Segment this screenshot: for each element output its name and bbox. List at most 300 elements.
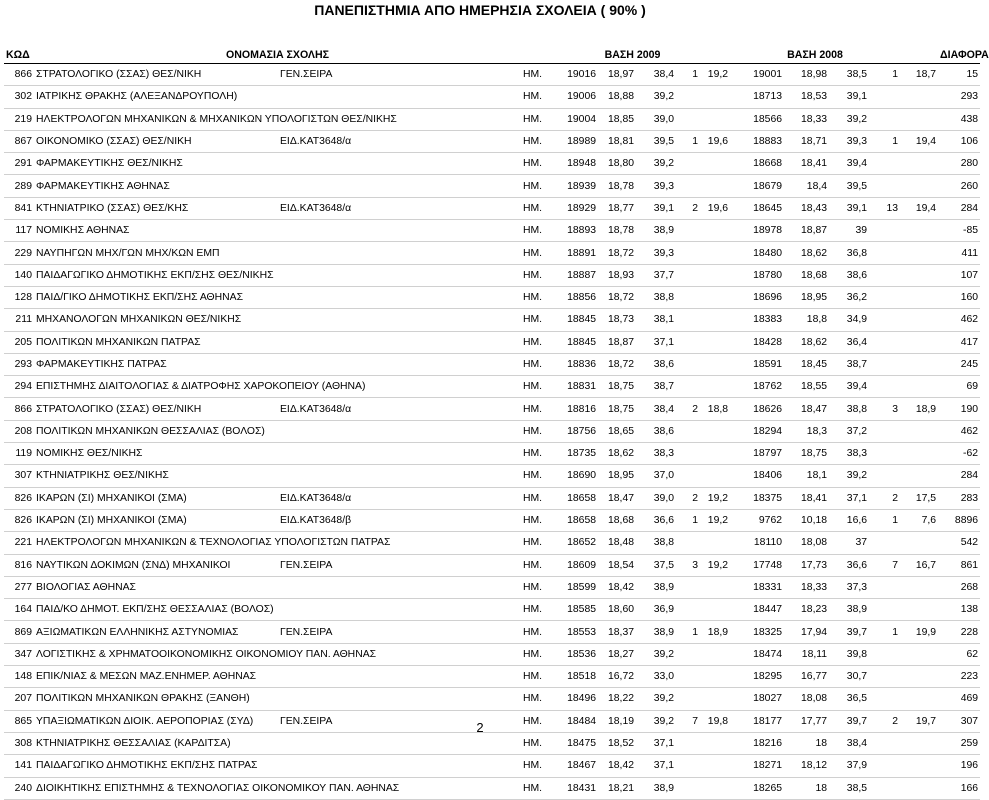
row-score-2008: 18480 bbox=[730, 242, 784, 264]
row-avg-2009: 18,72 bbox=[598, 353, 636, 375]
table-row bbox=[4, 309, 980, 331]
row-e-2009 bbox=[700, 353, 730, 375]
row-avg-2009: 18,42 bbox=[598, 576, 636, 598]
row-e-2009: 19,2 bbox=[700, 64, 730, 86]
row-score-2009: 18553 bbox=[565, 621, 598, 643]
row-d-2009 bbox=[676, 242, 700, 264]
row-score-2009: 18891 bbox=[565, 242, 598, 264]
row-code: 866 bbox=[4, 64, 34, 86]
row-score-2008: 18668 bbox=[730, 153, 784, 175]
row-diff: 107 bbox=[938, 264, 980, 286]
row-e-2009: 19,6 bbox=[700, 197, 730, 219]
row-type: ΗΜ. bbox=[521, 197, 565, 219]
row-type: ΗΜ. bbox=[521, 443, 565, 465]
row-category bbox=[278, 86, 521, 108]
row-c-2008: 37,9 bbox=[829, 755, 869, 777]
row-avg-2009: 18,42 bbox=[598, 755, 636, 777]
row-c-2009: 39,0 bbox=[636, 108, 676, 130]
row-name: ΗΛΕΚΤΡΟΛΟΓΩΝ ΜΗΧΑΝΙΚΩΝ & ΜΗΧΑΝΙΚΩΝ ΥΠΟΛΟΓΙΣΤΩΝ ΘΕΣ/ΝΙΚΗΣ bbox=[34, 108, 278, 130]
row-avg-2009: 18,22 bbox=[598, 688, 636, 710]
row-score-2009: 18929 bbox=[565, 197, 598, 219]
row-score-2009: 18658 bbox=[565, 509, 598, 531]
row-d-2009 bbox=[676, 688, 700, 710]
row-name: ΠΟΛΙΤΙΚΩΝ ΜΗΧΑΝΙΚΩΝ ΠΑΤΡΑΣ bbox=[34, 331, 278, 353]
row-code: 294 bbox=[4, 376, 34, 398]
table-row bbox=[4, 688, 980, 710]
row-e-2008: 19,4 bbox=[900, 197, 938, 219]
row-score-2009: 18836 bbox=[565, 353, 598, 375]
row-diff: 69 bbox=[938, 376, 980, 398]
row-e-2008: 17,5 bbox=[900, 487, 938, 509]
page-title: ΠΑΝΕΠΙΣΤΗΜΙΑ ΑΠΟ ΗΜΕΡΗΣΙΑ ΣΧΟΛΕΙΑ ( 90% ) bbox=[314, 2, 646, 18]
row-score-2009: 18585 bbox=[565, 599, 598, 621]
row-type: ΗΜ. bbox=[521, 376, 565, 398]
row-score-2008: 18797 bbox=[730, 443, 784, 465]
table-row bbox=[4, 732, 980, 754]
row-e-2008 bbox=[900, 688, 938, 710]
row-score-2008: 18566 bbox=[730, 108, 784, 130]
row-code: 128 bbox=[4, 286, 34, 308]
row-type: ΗΜ. bbox=[521, 220, 565, 242]
row-d-2009: 3 bbox=[676, 554, 700, 576]
row-type: ΗΜ. bbox=[521, 554, 565, 576]
row-e-2008 bbox=[900, 309, 938, 331]
row-category: ΓΕΝ.ΣΕΙΡΑ bbox=[278, 554, 521, 576]
row-avg-2008: 18,1 bbox=[784, 465, 829, 487]
row-c-2008: 38,4 bbox=[829, 732, 869, 754]
row-diff: 542 bbox=[938, 532, 980, 554]
row-avg-2009: 18,68 bbox=[598, 509, 636, 531]
row-name: ΠΑΙΔ/ΚΟ ΔΗΜΟΤ. ΕΚΠ/ΣΗΣ ΘΕΣΣΑΛΙΑΣ (ΒΟΛΟΣ) bbox=[34, 599, 278, 621]
row-avg-2009: 18,85 bbox=[598, 108, 636, 130]
row-c-2009: 38,7 bbox=[636, 376, 676, 398]
row-score-2009: 18652 bbox=[565, 532, 598, 554]
row-type: ΗΜ. bbox=[521, 755, 565, 777]
row-c-2008: 39 bbox=[829, 220, 869, 242]
row-c-2009: 39,3 bbox=[636, 175, 676, 197]
row-avg-2008: 18,43 bbox=[784, 197, 829, 219]
row-e-2008 bbox=[900, 220, 938, 242]
row-c-2009: 38,4 bbox=[636, 64, 676, 86]
row-name: ΝΑΥΠΗΓΩΝ ΜΗΧ/ΓΩΝ ΜΗΧ/ΚΩΝ ΕΜΠ bbox=[34, 242, 278, 264]
row-score-2008: 18696 bbox=[730, 286, 784, 308]
row-code: 826 bbox=[4, 487, 34, 509]
row-type: ΗΜ. bbox=[521, 643, 565, 665]
row-avg-2009: 18,73 bbox=[598, 309, 636, 331]
row-d-2009: 2 bbox=[676, 197, 700, 219]
table-row bbox=[4, 108, 980, 130]
table-row bbox=[4, 576, 980, 598]
row-diff: 438 bbox=[938, 108, 980, 130]
row-score-2009: 18856 bbox=[565, 286, 598, 308]
row-score-2009: 18816 bbox=[565, 398, 598, 420]
row-type: ΗΜ. bbox=[521, 242, 565, 264]
row-score-2008: 18325 bbox=[730, 621, 784, 643]
row-c-2008: 37,2 bbox=[829, 420, 869, 442]
row-avg-2008: 18,12 bbox=[784, 755, 829, 777]
row-d-2008 bbox=[869, 242, 900, 264]
row-d-2009 bbox=[676, 777, 700, 799]
row-category: ΕΙΔ.ΚΑΤ3648/α bbox=[278, 487, 521, 509]
row-d-2008 bbox=[869, 220, 900, 242]
row-c-2009: 38,1 bbox=[636, 309, 676, 331]
row-score-2008: 9762 bbox=[730, 509, 784, 531]
row-e-2009 bbox=[700, 576, 730, 598]
row-avg-2008: 18,8 bbox=[784, 309, 829, 331]
row-diff: 293 bbox=[938, 86, 980, 108]
row-name: ΝΑΥΤΙΚΩΝ ΔΟΚΙΜΩΝ (ΣΝΔ) ΜΗΧΑΝΙΚΟΙ bbox=[34, 554, 278, 576]
row-e-2009 bbox=[700, 755, 730, 777]
row-e-2008: 19,4 bbox=[900, 130, 938, 152]
row-score-2009: 18735 bbox=[565, 443, 598, 465]
row-c-2009: 36,9 bbox=[636, 599, 676, 621]
row-avg-2008: 18 bbox=[784, 732, 829, 754]
row-d-2008 bbox=[869, 443, 900, 465]
row-e-2008: 18,7 bbox=[900, 64, 938, 86]
row-d-2009 bbox=[676, 175, 700, 197]
row-name: ΝΟΜΙΚΗΣ ΑΘΗΝΑΣ bbox=[34, 220, 278, 242]
row-code: 841 bbox=[4, 197, 34, 219]
row-c-2008: 38,7 bbox=[829, 353, 869, 375]
row-e-2008 bbox=[900, 532, 938, 554]
table-row bbox=[4, 777, 980, 799]
row-category bbox=[278, 309, 521, 331]
row-diff: 268 bbox=[938, 576, 980, 598]
row-e-2009 bbox=[700, 599, 730, 621]
row-d-2008 bbox=[869, 153, 900, 175]
row-type: ΗΜ. bbox=[521, 331, 565, 353]
row-category bbox=[278, 443, 521, 465]
row-avg-2009: 18,75 bbox=[598, 398, 636, 420]
row-score-2008: 18679 bbox=[730, 175, 784, 197]
row-category: ΓΕΝ.ΣΕΙΡΑ bbox=[278, 621, 521, 643]
table-row bbox=[4, 197, 980, 219]
row-avg-2008: 18,41 bbox=[784, 153, 829, 175]
row-score-2008: 18645 bbox=[730, 197, 784, 219]
row-type: ΗΜ. bbox=[521, 710, 565, 732]
row-d-2008 bbox=[869, 599, 900, 621]
row-e-2008 bbox=[900, 175, 938, 197]
row-d-2009 bbox=[676, 666, 700, 688]
row-c-2008: 38,3 bbox=[829, 443, 869, 465]
table-row bbox=[4, 331, 980, 353]
row-avg-2009: 18,75 bbox=[598, 376, 636, 398]
table-row bbox=[4, 286, 980, 308]
row-d-2008 bbox=[869, 643, 900, 665]
row-avg-2008: 18,3 bbox=[784, 420, 829, 442]
row-name: ΠΟΛΙΤΙΚΩΝ ΜΗΧΑΝΙΚΩΝ ΘΕΣΣΑΛΙΑΣ (ΒΟΛΟΣ) bbox=[34, 420, 278, 442]
row-d-2008 bbox=[869, 532, 900, 554]
row-category bbox=[278, 465, 521, 487]
row-e-2009 bbox=[700, 777, 730, 799]
row-type: ΗΜ. bbox=[521, 153, 565, 175]
row-d-2009: 1 bbox=[676, 130, 700, 152]
row-category bbox=[278, 153, 521, 175]
row-diff: 223 bbox=[938, 666, 980, 688]
row-e-2008 bbox=[900, 264, 938, 286]
row-name: ΟΙΚΟΝΟΜΙΚΟ (ΣΣΑΣ) ΘΕΣ/ΝΙΚΗ bbox=[34, 130, 278, 152]
row-d-2009: 7 bbox=[676, 710, 700, 732]
row-code: 240 bbox=[4, 777, 34, 799]
row-avg-2009: 18,78 bbox=[598, 220, 636, 242]
row-avg-2009: 18,80 bbox=[598, 153, 636, 175]
row-avg-2008: 18,55 bbox=[784, 376, 829, 398]
table-row bbox=[4, 554, 980, 576]
row-avg-2008: 18,62 bbox=[784, 242, 829, 264]
row-code: 866 bbox=[4, 398, 34, 420]
row-e-2009 bbox=[700, 175, 730, 197]
row-c-2009: 39,1 bbox=[636, 197, 676, 219]
row-c-2009: 38,6 bbox=[636, 420, 676, 442]
row-score-2008: 18177 bbox=[730, 710, 784, 732]
row-score-2008: 18428 bbox=[730, 331, 784, 353]
row-name: ΚΤΗΝΙΑΤΡΙΚΗΣ ΘΕΣ/ΝΙΚΗΣ bbox=[34, 465, 278, 487]
row-type: ΗΜ. bbox=[521, 130, 565, 152]
row-d-2008 bbox=[869, 86, 900, 108]
row-e-2009 bbox=[700, 643, 730, 665]
row-diff: 166 bbox=[938, 777, 980, 799]
row-d-2008 bbox=[869, 264, 900, 286]
row-diff: -85 bbox=[938, 220, 980, 242]
row-c-2008: 30,7 bbox=[829, 666, 869, 688]
row-e-2009 bbox=[700, 732, 730, 754]
row-d-2009 bbox=[676, 599, 700, 621]
row-e-2008 bbox=[900, 755, 938, 777]
row-avg-2008: 18,75 bbox=[784, 443, 829, 465]
row-avg-2009: 18,21 bbox=[598, 777, 636, 799]
row-c-2009: 33,0 bbox=[636, 666, 676, 688]
table-row bbox=[4, 420, 980, 442]
row-c-2009: 37,7 bbox=[636, 264, 676, 286]
row-score-2008: 18591 bbox=[730, 353, 784, 375]
row-type: ΗΜ. bbox=[521, 599, 565, 621]
row-avg-2008: 18,98 bbox=[784, 64, 829, 86]
row-e-2009 bbox=[700, 108, 730, 130]
row-e-2008 bbox=[900, 465, 938, 487]
row-d-2009 bbox=[676, 376, 700, 398]
row-type: ΗΜ. bbox=[521, 398, 565, 420]
row-e-2009 bbox=[700, 309, 730, 331]
row-category bbox=[278, 175, 521, 197]
row-category bbox=[278, 420, 521, 442]
row-diff: 260 bbox=[938, 175, 980, 197]
row-d-2008: 13 bbox=[869, 197, 900, 219]
row-c-2009: 39,2 bbox=[636, 710, 676, 732]
row-e-2009 bbox=[700, 532, 730, 554]
row-score-2008: 18295 bbox=[730, 666, 784, 688]
row-score-2008: 18978 bbox=[730, 220, 784, 242]
row-diff: 462 bbox=[938, 420, 980, 442]
row-code: 308 bbox=[4, 732, 34, 754]
row-d-2009 bbox=[676, 264, 700, 286]
row-type: ΗΜ. bbox=[521, 108, 565, 130]
row-avg-2009: 18,48 bbox=[598, 532, 636, 554]
row-score-2009: 19004 bbox=[565, 108, 598, 130]
row-c-2009: 39,0 bbox=[636, 487, 676, 509]
row-code: 289 bbox=[4, 175, 34, 197]
row-score-2009: 19016 bbox=[565, 64, 598, 86]
row-avg-2008: 18 bbox=[784, 777, 829, 799]
row-code: 208 bbox=[4, 420, 34, 442]
row-score-2009: 18887 bbox=[565, 264, 598, 286]
row-name: ΗΛΕΚΤΡΟΛΟΓΩΝ ΜΗΧΑΝΙΚΩΝ & ΤΕΧΝΟΛΟΓΙΑΣ ΥΠΟΛΟΓΙΣΤΩΝ ΠΑΤΡΑΣ bbox=[34, 532, 278, 554]
row-category bbox=[278, 576, 521, 598]
row-name: ΠΑΙΔΑΓΩΓΙΚΟ ΔΗΜΟΤΙΚΗΣ ΕΚΠ/ΣΗΣ ΘΕΣ/ΝΙΚΗΣ bbox=[34, 264, 278, 286]
row-score-2009: 18599 bbox=[565, 576, 598, 598]
table-row bbox=[4, 376, 980, 398]
row-e-2009: 18,9 bbox=[700, 621, 730, 643]
row-avg-2009: 18,87 bbox=[598, 331, 636, 353]
row-c-2009: 36,6 bbox=[636, 509, 676, 531]
row-score-2009: 18609 bbox=[565, 554, 598, 576]
row-c-2008: 36,5 bbox=[829, 688, 869, 710]
row-score-2008: 18762 bbox=[730, 376, 784, 398]
row-score-2008: 18375 bbox=[730, 487, 784, 509]
row-d-2008 bbox=[869, 108, 900, 130]
row-c-2009: 38,6 bbox=[636, 353, 676, 375]
row-e-2009 bbox=[700, 242, 730, 264]
row-name: ΚΤΗΝΙΑΤΡΙΚΗΣ ΘΕΣΣΑΛΙΑΣ (ΚΑΡΔΙΤΣΑ) bbox=[34, 732, 278, 754]
row-category bbox=[278, 264, 521, 286]
row-category bbox=[278, 286, 521, 308]
row-name: ΜΗΧΑΝΟΛΟΓΩΝ ΜΗΧΑΝΙΚΩΝ ΘΕΣ/ΝΙΚΗΣ bbox=[34, 309, 278, 331]
row-avg-2008: 18,11 bbox=[784, 643, 829, 665]
row-diff: 307 bbox=[938, 710, 980, 732]
row-e-2008: 7,6 bbox=[900, 509, 938, 531]
row-name: ΣΤΡΑΤΟΛΟΓΙΚΟ (ΣΣΑΣ) ΘΕΣ/ΝΙΚΗ bbox=[34, 398, 278, 420]
row-type: ΗΜ. bbox=[521, 286, 565, 308]
row-c-2009: 38,9 bbox=[636, 621, 676, 643]
row-code: 291 bbox=[4, 153, 34, 175]
row-score-2009: 18484 bbox=[565, 710, 598, 732]
row-d-2008: 1 bbox=[869, 621, 900, 643]
row-e-2008: 18,9 bbox=[900, 398, 938, 420]
row-avg-2009: 16,72 bbox=[598, 666, 636, 688]
row-diff: 284 bbox=[938, 197, 980, 219]
table-row bbox=[4, 86, 980, 108]
row-avg-2008: 18,68 bbox=[784, 264, 829, 286]
table-row bbox=[4, 443, 980, 465]
header-base-2009: ΒΑΣΗ 2009 bbox=[565, 47, 700, 64]
row-avg-2008: 18,87 bbox=[784, 220, 829, 242]
row-c-2009: 37,1 bbox=[636, 732, 676, 754]
row-category: ΓΕΝ.ΣΕΙΡΑ bbox=[278, 710, 521, 732]
row-code: 277 bbox=[4, 576, 34, 598]
row-avg-2009: 18,60 bbox=[598, 599, 636, 621]
row-score-2008: 18447 bbox=[730, 599, 784, 621]
row-score-2009: 18658 bbox=[565, 487, 598, 509]
row-avg-2008: 18,33 bbox=[784, 576, 829, 598]
row-type: ΗΜ. bbox=[521, 666, 565, 688]
row-diff: 417 bbox=[938, 331, 980, 353]
row-d-2008: 7 bbox=[869, 554, 900, 576]
row-code: 869 bbox=[4, 621, 34, 643]
row-code: 140 bbox=[4, 264, 34, 286]
row-d-2009 bbox=[676, 465, 700, 487]
table-row bbox=[4, 153, 980, 175]
row-avg-2009: 18,19 bbox=[598, 710, 636, 732]
row-name: ΙΚΑΡΩΝ (ΣΙ) ΜΗΧΑΝΙΚΟΙ (ΣΜΑ) bbox=[34, 487, 278, 509]
row-score-2009: 18756 bbox=[565, 420, 598, 442]
row-name: ΔΙΟΙΚΗΤΙΚΗΣ ΕΠΙΣΤΗΜΗΣ & ΤΕΧΝΟΛΟΓΙΑΣ ΟΙΚΟΝΟΜΙΚΟΥ ΠΑΝ. ΑΘΗΝΑΣ bbox=[34, 777, 278, 799]
row-category: ΕΙΔ.ΚΑΤ3648/α bbox=[278, 197, 521, 219]
row-avg-2009: 18,27 bbox=[598, 643, 636, 665]
row-d-2008 bbox=[869, 777, 900, 799]
row-type: ΗΜ. bbox=[521, 777, 565, 799]
row-d-2008 bbox=[869, 286, 900, 308]
row-d-2008 bbox=[869, 353, 900, 375]
row-score-2009: 18475 bbox=[565, 732, 598, 754]
page-number: 2 bbox=[476, 720, 484, 735]
row-d-2009 bbox=[676, 532, 700, 554]
row-avg-2009: 18,47 bbox=[598, 487, 636, 509]
row-d-2008 bbox=[869, 576, 900, 598]
row-c-2008: 39,8 bbox=[829, 643, 869, 665]
row-e-2008: 16,7 bbox=[900, 554, 938, 576]
row-category: ΕΙΔ.ΚΑΤ3648/β bbox=[278, 509, 521, 531]
row-score-2008: 18216 bbox=[730, 732, 784, 754]
row-avg-2009: 18,81 bbox=[598, 130, 636, 152]
table-row bbox=[4, 487, 980, 509]
row-diff: 190 bbox=[938, 398, 980, 420]
row-avg-2008: 18,33 bbox=[784, 108, 829, 130]
row-d-2009 bbox=[676, 643, 700, 665]
row-e-2009: 19,2 bbox=[700, 509, 730, 531]
row-score-2008: 18027 bbox=[730, 688, 784, 710]
row-c-2009: 39,2 bbox=[636, 153, 676, 175]
row-d-2009 bbox=[676, 331, 700, 353]
row-avg-2009: 18,77 bbox=[598, 197, 636, 219]
row-c-2009: 39,2 bbox=[636, 688, 676, 710]
row-e-2009 bbox=[700, 465, 730, 487]
row-e-2009 bbox=[700, 264, 730, 286]
row-d-2008 bbox=[869, 465, 900, 487]
row-diff: 283 bbox=[938, 487, 980, 509]
row-e-2009: 19,8 bbox=[700, 710, 730, 732]
row-e-2009: 18,8 bbox=[700, 398, 730, 420]
row-avg-2009: 18,88 bbox=[598, 86, 636, 108]
row-d-2009 bbox=[676, 220, 700, 242]
row-avg-2009: 18,97 bbox=[598, 64, 636, 86]
row-d-2008 bbox=[869, 688, 900, 710]
row-c-2008: 37,3 bbox=[829, 576, 869, 598]
row-diff: 411 bbox=[938, 242, 980, 264]
row-type: ΗΜ. bbox=[521, 576, 565, 598]
row-c-2008: 39,2 bbox=[829, 465, 869, 487]
row-type: ΗΜ. bbox=[521, 487, 565, 509]
row-c-2008: 37,1 bbox=[829, 487, 869, 509]
row-avg-2008: 18,41 bbox=[784, 487, 829, 509]
row-code: 347 bbox=[4, 643, 34, 665]
row-score-2009: 18431 bbox=[565, 777, 598, 799]
row-c-2008: 36,2 bbox=[829, 286, 869, 308]
table-row bbox=[4, 264, 980, 286]
row-d-2008 bbox=[869, 376, 900, 398]
row-diff: 160 bbox=[938, 286, 980, 308]
row-score-2009: 18536 bbox=[565, 643, 598, 665]
row-score-2008: 17748 bbox=[730, 554, 784, 576]
row-type: ΗΜ. bbox=[521, 509, 565, 531]
row-name: ΠΟΛΙΤΙΚΩΝ ΜΗΧΑΝΙΚΩΝ ΘΡΑΚΗΣ (ΞΑΝΘΗ) bbox=[34, 688, 278, 710]
row-e-2008: 19,9 bbox=[900, 621, 938, 643]
row-d-2009 bbox=[676, 108, 700, 130]
row-diff: 259 bbox=[938, 732, 980, 754]
row-c-2008: 36,6 bbox=[829, 554, 869, 576]
row-score-2008: 18294 bbox=[730, 420, 784, 442]
row-category: ΕΙΔ.ΚΑΤ3648/α bbox=[278, 130, 521, 152]
row-e-2009 bbox=[700, 331, 730, 353]
row-category bbox=[278, 666, 521, 688]
